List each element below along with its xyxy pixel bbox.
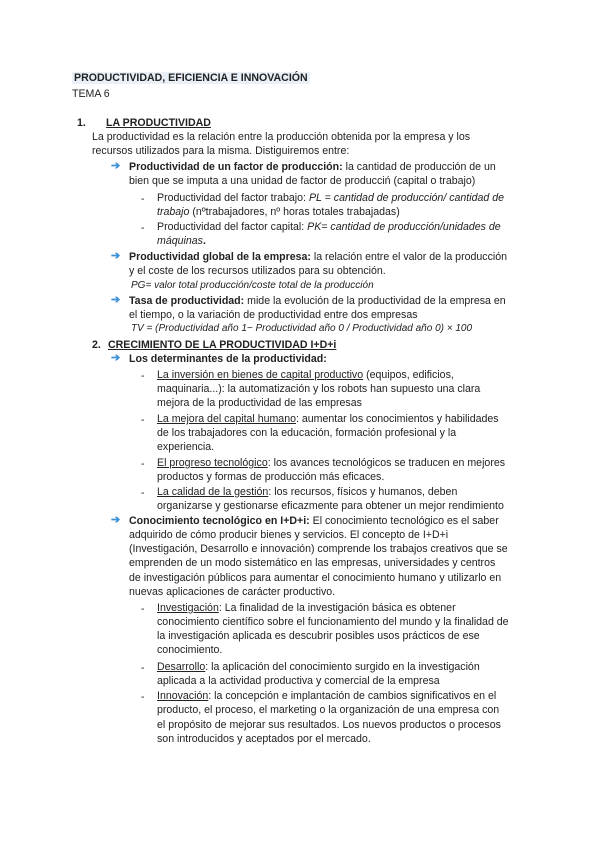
sub-item-line: mejora de la productividad de las empresas [157,397,362,409]
dash-bullet-icon: - [141,193,145,205]
section-number: 1. [77,117,86,129]
list-item: Productividad global de la empresa: la relación entre el valor de la producción [129,251,508,263]
section-heading: CRECIMIENTO DE LA PRODUCTIVIDAD I+D+i [108,339,337,351]
dash-bullet-icon: - [141,691,145,703]
sub-item: La inversión en bienes de capital productivo (equipos, edificios, [157,369,454,381]
dash-bullet-icon: - [141,662,145,674]
sub-item-line: son introducidos y aceptados por el mercado. [157,733,371,745]
list-item-line: bien que se imputa a una unidad de factor de producciń (capital o trabajo) [129,175,476,187]
list-item-line: (Investigación, Desarrollo e innovación) comprende los trabajos creativos que se [129,543,508,555]
sub-item-line: maquinaria...): la automatización y los robots han supuesto una clara [157,383,481,395]
sub-item-line: producto, el proceso, el marketing o la organización de una empresa con [157,704,500,716]
arrow-bullet-icon: ➔ [111,294,121,306]
sub-item-line: máquinas. [157,235,206,247]
dash-bullet-icon: - [141,458,145,470]
sub-item: Productividad del factor trabajo: PL = cantidad de producción/ cantidad de [157,192,504,204]
sub-item-line: organizarse y gestionarse eficazmente para obtener un mejor rendimiento [157,500,504,512]
document-title: PRODUCTIVIDAD, EFICIENCIA E INNOVACIÓN [74,72,308,84]
sub-item: Investigación: La finalidad de la investigación básica es obtener [157,602,456,614]
list-item-line: nuevas aplicaciones de carácter productivo. [129,586,336,598]
list-item-line: y el coste de los recursos utilizados para su obtención. [129,265,386,277]
list-item: Los determinantes de la productividad: [129,353,327,365]
sub-item-line: trabajo (nºtrabajadores, nº horas totales trabajadas) [157,206,400,218]
sub-item-line: la investigación aplicada es descubrir posibles usos prácticos de ese [157,630,480,642]
paragraph-line: recursos utilizados para la misma. Distiguiremos entre: [92,145,350,157]
list-item-line: de investigación públicos para aumentar el conocimiento humano y utilizarlo en [129,572,502,584]
sub-item: La calidad de la gestión: los recursos, físicos y humanos, deben [157,486,458,498]
list-item-line: adquirido de cómo producir bienes y servicios. El concepto de I+D+i [129,529,449,541]
arrow-bullet-icon: ➔ [111,250,121,262]
dash-bullet-icon: - [141,487,145,499]
sub-item: Desarrollo: la aplicación del conocimiento surgido en la investigación [157,661,480,673]
arrow-bullet-icon: ➔ [111,514,121,526]
dash-bullet-icon: - [141,414,145,426]
list-item: Tasa de productividad: mide la evolución de la productividad de la empresa en [129,295,506,307]
sub-item: Innovación: la concepción e implantación de cambios significativos en el [157,690,497,702]
list-item: Productividad de un factor de producción: la cantidad de producción de un [129,161,496,173]
formula: PG= valor total producción/coste total de la producción [131,280,374,291]
arrow-bullet-icon: ➔ [111,160,121,172]
sub-item: Productividad del factor capital: PK= cantidad de producción/unidades de [157,221,501,233]
document-subtitle: TEMA 6 [72,88,110,100]
sub-item: La mejora del capital humano: aumentar los conocimientos y habilidades [157,413,499,425]
section-number: 2. [92,339,101,351]
section-heading: LA PRODUCTIVIDAD [106,117,211,129]
sub-item-line: experiencia. [157,441,215,453]
sub-item-line: de los trabajadores con la educación, formación profesional y la [157,427,457,439]
sub-item-line: aplicada a la actividad productiva y comercial de la empresa [157,675,440,687]
sub-item-line: productos y formas de producción más eficaces. [157,471,385,483]
sub-item: El progreso tecnológico: los avances tecnológicos se traducen en mejores [157,457,506,469]
dash-bullet-icon: - [141,603,145,615]
dash-bullet-icon: - [141,370,145,382]
list-item-line: emprenden de un modo sistemático en las empresas, universidades y centros [129,557,496,569]
list-item-line: el tiempo, o la variación de productividad entre dos empresas [129,309,418,321]
sub-item-line: conocimiento científico sobre el funcionamiento del mundo y la finalidad de [157,616,509,628]
sub-item-line: el propósito de mejorar sus resultados. Los nuevos productos o procesos [157,719,501,731]
paragraph-line: La productividad es la relación entre la producción obtenida por la empresa y los [92,131,471,143]
arrow-bullet-icon: ➔ [111,352,121,364]
list-item: Conocimiento tecnológico en I+D+i: El conocimiento tecnológico es el saber [129,515,499,527]
sub-item-line: conocimiento. [157,644,223,656]
formula: TV = (Productividad año 1− Productividad año 0 / Productividad año 0) × 100 [131,323,473,334]
dash-bullet-icon: - [141,222,145,234]
